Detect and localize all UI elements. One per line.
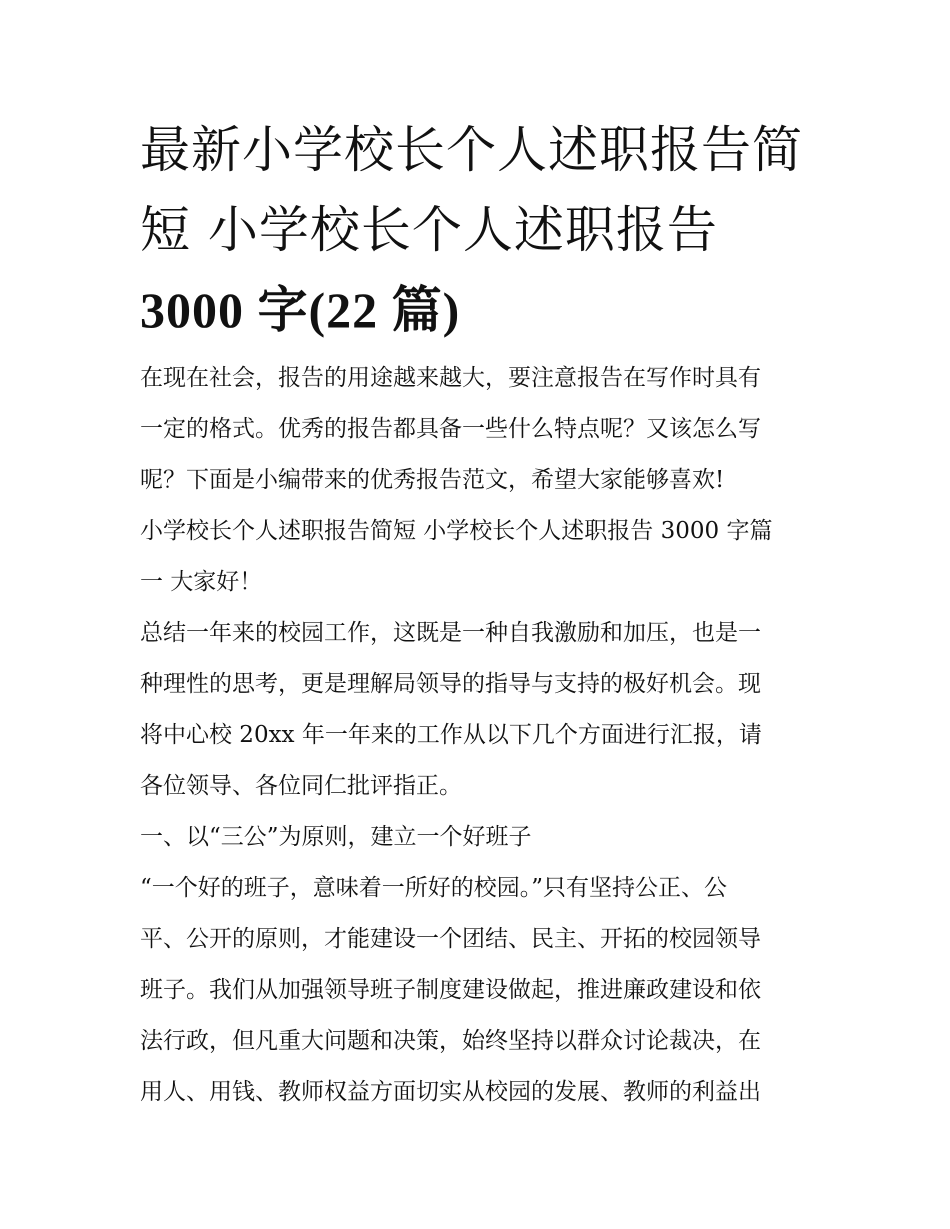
body-line: 小学校长个人述职报告简短 小学校长个人述职报告 3000 字篇: [140, 518, 773, 544]
body-line: “一个好的班子，意味着一所好的校园。”只有坚持公正、公: [140, 875, 728, 901]
title-line-3: 3000 字(22 篇): [140, 282, 461, 338]
title-line-2: 短 小学校长个人述职报告: [140, 201, 718, 259]
document-body: [140, 353, 820, 1118]
body-line: 班子。我们从加强领导班子制度建设做起，推进廉政建设和依: [140, 977, 761, 1003]
body-line: 种理性的思考，更是理解局领导的指导与支持的极好机会。现: [140, 671, 761, 697]
body-line: 一 大家好！: [140, 569, 263, 595]
body-line: 一定的格式。优秀的报告都具备一些什么特点呢？又该怎么写: [140, 416, 761, 442]
body-line: 总结一年来的校园工作，这既是一种自我激励和加压，也是一: [140, 620, 761, 646]
body-line: 各位领导、各位同仁批评指正。: [140, 773, 462, 799]
body-line: 在现在社会，报告的用途越来越大，要注意报告在写作时具有: [140, 365, 761, 391]
body-line: 法行政，但凡重大问题和决策，始终坚持以群众讨论裁决，在: [140, 1028, 761, 1054]
section-heading: 一、以“三公”为原则，建立一个好班子: [140, 824, 532, 850]
body-line: 呢？下面是小编带来的优秀报告范文，希望大家能够喜欢!: [140, 467, 725, 493]
title-line-1: 最新小学校长个人述职报告简: [140, 121, 803, 179]
body-line: 平、公开的原则，才能建设一个团结、民主、开拓的校园领导: [140, 926, 761, 952]
body-line: 将中心校 20xx 年一年来的工作从以下几个方面进行汇报，请: [140, 722, 762, 748]
document-title: [140, 110, 820, 350]
body-line: 用人、用钱、教师权益方面切实从校园的发展、教师的利益出: [140, 1079, 761, 1105]
